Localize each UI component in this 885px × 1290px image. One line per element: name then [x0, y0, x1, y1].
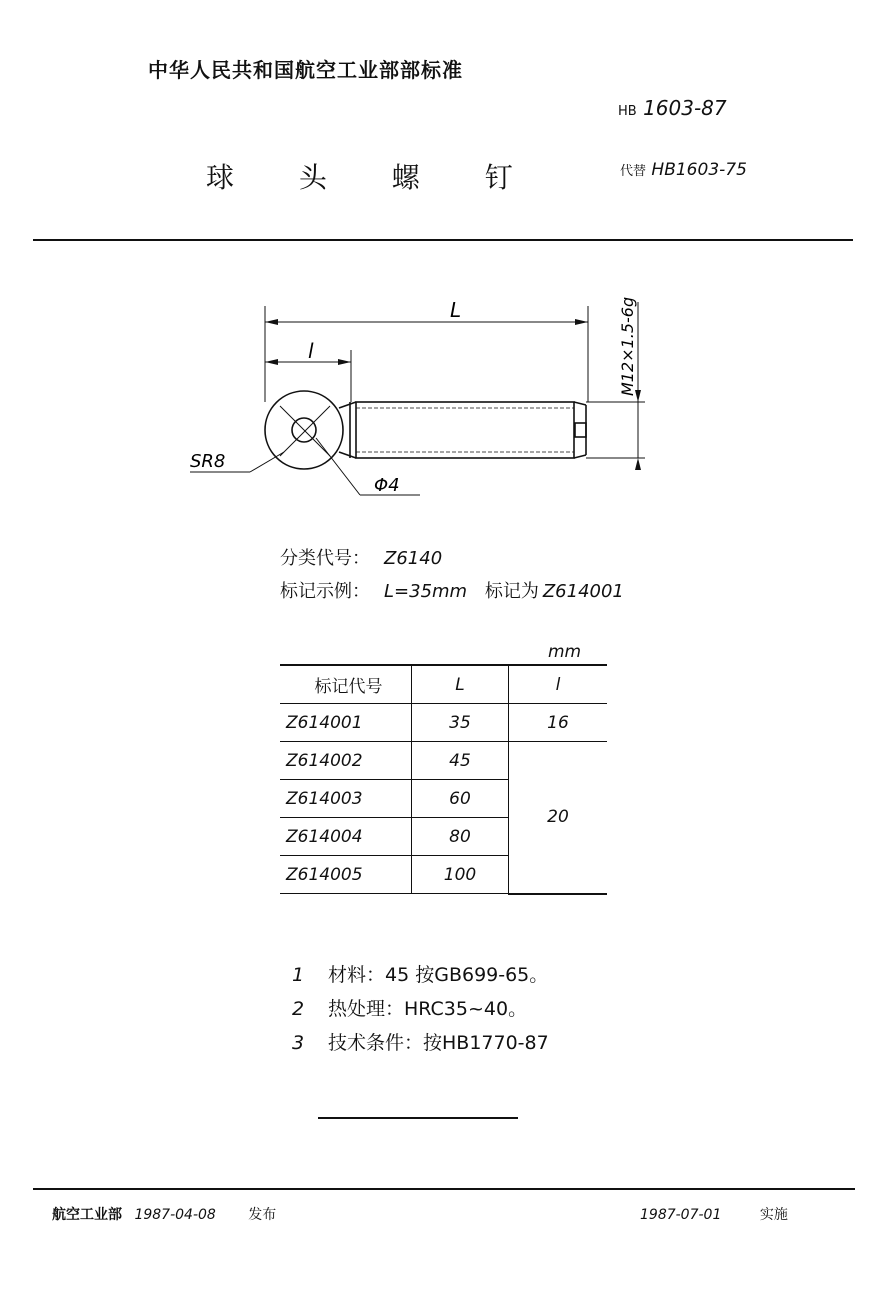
- note-item: [292, 960, 548, 987]
- marking-example-dimension: L=35mm: [384, 581, 468, 602]
- cell-l-merged: 20: [509, 742, 608, 894]
- footer-effective: [640, 1204, 788, 1224]
- note-text: 材料：45 按GB699-65。: [328, 964, 549, 986]
- replaces-number: HB1603-75: [651, 160, 747, 180]
- standard-prefix: HB: [618, 104, 637, 119]
- footer-effective-label: 实施: [759, 1207, 788, 1223]
- header-divider: [33, 239, 853, 241]
- note-item: [292, 1028, 549, 1055]
- table-row: [280, 742, 607, 780]
- marking-example-code: Z614001: [542, 581, 624, 602]
- table-header-row: [280, 665, 607, 704]
- header-l: l: [509, 665, 608, 704]
- header-L: L: [412, 665, 509, 704]
- note-number: 1: [292, 964, 305, 986]
- replaces-label: 代替: [620, 164, 647, 179]
- note-text: 热处理：HRC35~40。: [328, 998, 528, 1020]
- classification-label: 分类代号：: [280, 548, 370, 569]
- standard-number-value: 1603-87: [643, 96, 727, 120]
- sphere-radius-label: SR8: [190, 451, 226, 472]
- cell-L: 100: [412, 856, 509, 894]
- note-text: 技术条件：按HB1770-87: [328, 1032, 549, 1054]
- footer-issue: [52, 1204, 276, 1224]
- dimension-L-label: L: [450, 298, 462, 322]
- footer-effective-date: 1987-07-01: [640, 1207, 722, 1223]
- document-title: 球 头 螺 钉: [206, 161, 541, 194]
- marking-example-suffix-label: 标记为: [484, 581, 539, 602]
- footer-divider: [33, 1188, 855, 1190]
- header-marking-code: 标记代号: [280, 665, 412, 704]
- table-unit: mm: [548, 642, 582, 662]
- note-number: 2: [292, 998, 305, 1020]
- dimension-table: [280, 664, 607, 895]
- note-item: [292, 994, 527, 1021]
- footer-issuer: 航空工业部: [52, 1207, 122, 1223]
- table-row: [280, 704, 607, 742]
- cell-l: 16: [509, 704, 608, 742]
- hole-diameter-label: Φ4: [374, 475, 400, 496]
- note-number: 3: [292, 1032, 305, 1054]
- classification-line: [280, 544, 442, 570]
- cell-L: 35: [412, 704, 509, 742]
- cell-code: Z614004: [280, 818, 412, 856]
- cell-L: 45: [412, 742, 509, 780]
- end-of-content-divider: [318, 1117, 518, 1119]
- footer-issue-date: 1987-04-08: [134, 1207, 216, 1223]
- cell-code: Z614003: [280, 780, 412, 818]
- cell-L: 80: [412, 818, 509, 856]
- cell-code: Z614001: [280, 704, 412, 742]
- standard-number: [618, 96, 727, 120]
- ball-head-screw-drawing: [170, 290, 670, 510]
- cell-code: Z614005: [280, 856, 412, 894]
- thread-spec-label: M12×1.5-6g: [618, 296, 637, 396]
- replaces-standard: [620, 160, 747, 180]
- marking-example-label: 标记示例：: [280, 581, 370, 602]
- cell-code: Z614002: [280, 742, 412, 780]
- issuing-organization: 中华人民共和国航空工业部部标准: [148, 58, 463, 82]
- classification-code: Z6140: [384, 548, 443, 569]
- footer-issue-label: 发布: [248, 1207, 277, 1223]
- marking-example-line: [280, 577, 624, 603]
- cell-L: 60: [412, 780, 509, 818]
- dimension-l-label: l: [308, 339, 314, 363]
